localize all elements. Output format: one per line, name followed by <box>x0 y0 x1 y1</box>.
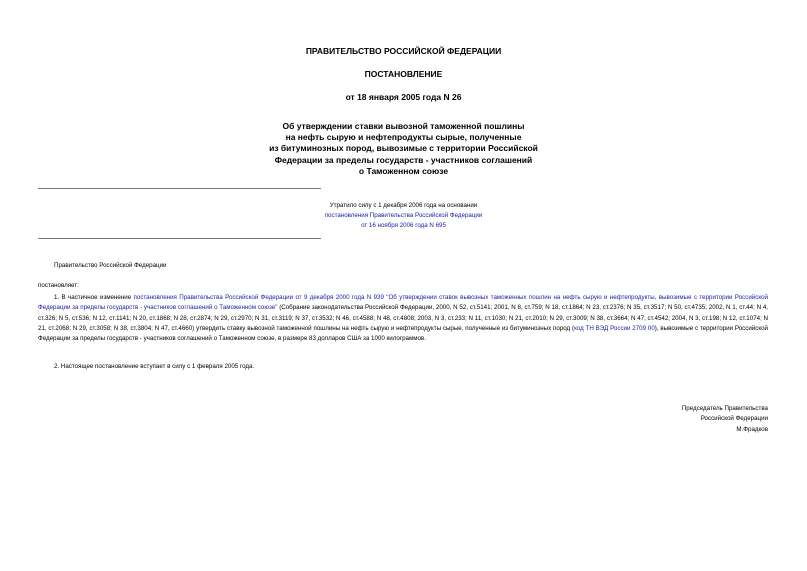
divider-bottom <box>38 238 321 239</box>
signature-org: Российской Федерации <box>700 415 768 423</box>
divider-top <box>38 188 321 189</box>
date-number-heading: от 18 января 2005 года N 26 <box>345 92 462 102</box>
decree-word: постановляет: <box>38 282 79 289</box>
status-note <box>0 201 807 232</box>
title-line: из битуминозных пород, вывозимые с территории Российской <box>269 143 538 154</box>
paragraph-2: 2. Настоящее постановление вступает в силу с 1 февраля 2005 года. <box>54 363 255 370</box>
amended-decree-link[interactable]: постановления Правительства Российской Федерации от 9 декабря 2000 года N 939 "Об утверждении ставок вывозных таможенных пошлин на нефть сырую и нефтепродукты, вывозимые с территории Российской Федерации за пределы государств - участников соглашений о Таможенном союзе" <box>38 294 769 312</box>
repeal-decree-date-link[interactable]: от 16 ноября 2006 года N 695 <box>361 222 446 230</box>
para1-suffix: ), вывозимые с территории Российской Федерации за пределы государств - участников соглашений о Таможенном союзе, в размере 83 долларов США за 1000 килограммов. <box>38 324 769 343</box>
signature-name: М.Фрадков <box>736 425 768 433</box>
government-line: Правительство Российской Федерации <box>54 262 167 269</box>
signature-title: Председатель Правительства <box>681 405 768 412</box>
title-line: Об утверждении ставки вывозной таможенной пошлины <box>282 121 525 131</box>
signature-block <box>682 404 768 435</box>
issuer-heading: ПРАВИТЕЛЬСТВО РОССИЙСКОЙ ФЕДЕРАЦИИ <box>305 46 502 56</box>
title-line: о Таможенном союзе <box>358 165 449 176</box>
document-title <box>0 121 807 177</box>
doc-type-heading: ПОСТАНОВЛЕНИЕ <box>364 69 443 79</box>
customs-code-link[interactable]: код ТН ВЭД России 2709 00 <box>574 324 655 332</box>
repeal-decree-link[interactable]: постановления Правительства Российской Федерации <box>324 212 483 220</box>
title-line: на нефть сырую и нефтепродукты сырые, полученные <box>285 132 522 143</box>
status-note-text: Утратило силу с 1 декабря 2006 года на основании <box>329 202 478 209</box>
paragraph-1 <box>38 293 768 344</box>
para1-prefix: 1. В частичное изменение <box>54 294 134 301</box>
para1-body: (Собрание законодательства Российской Федерации, 2000, N 52, ст.5141; 2001, N 8, ст.759; N 18, ст.1864; N 23, ст.2376; N 35, ст.3517; N 50, ст.4735; 2002, N 1, ст.44; N 4, ст.326; N 5, ст.536; N 12, ст.1141; N 20, ст.1868; N 28, ст.2874; N 29, ст.2970; N 31, ст.3119; N 37, ст.3532; N 46, ст.4588; N 48, ст.4808; 2003, N 3, ст.233; N 11, ст.1030; N 21, ст.2010; N 29, ст.3009; N 38, ст.3664; N 47, ст.4542; 2004, N 3, ст.198; N 12, ст.1074; N 21, ст.2068; N 29, ст.3058; N 38, ст.3804; N 47, ст.4660) утвердить ставку вывозной таможенной пошлины на нефть сырую и нефтепродукты сырые, полученные из битуминозных пород ( <box>38 304 768 332</box>
title-line: Федерации за пределы государств - участников соглашений <box>274 154 533 165</box>
